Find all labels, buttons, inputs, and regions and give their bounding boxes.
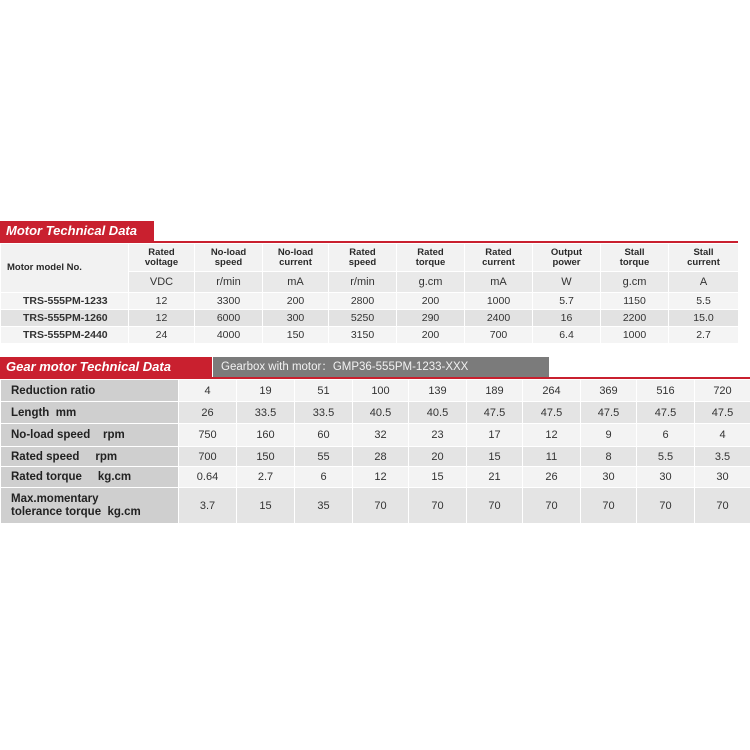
gearbox-model-label: Gearbox with motor：GMP36-555PM-1233-XXX xyxy=(213,357,549,377)
gear-value-cell: 369 xyxy=(581,380,637,402)
gear-value-cell: 70 xyxy=(695,488,750,524)
gear-spec-row xyxy=(1,402,750,424)
column-header-line1: Rated xyxy=(485,246,512,258)
motor-value-cell: 3150 xyxy=(329,327,397,344)
gear-data-table xyxy=(0,379,750,524)
gear-spec-label: Rated torque kg.cm xyxy=(1,467,179,488)
gear-value-cell: 70 xyxy=(581,488,637,524)
gear-value-cell: 5.5 xyxy=(637,447,695,467)
gear-value-cell: 15 xyxy=(237,488,295,524)
gear-value-cell: 47.5 xyxy=(695,402,750,424)
motor-value-cell: 5250 xyxy=(329,310,397,327)
column-header-line1: Stall xyxy=(693,246,714,258)
gear-spec-label: Max.momentary tolerance torque kg.cm xyxy=(1,488,179,524)
gear-value-cell: 47.5 xyxy=(581,402,637,424)
gear-value-cell: 51 xyxy=(295,380,353,402)
motor-column-header xyxy=(263,244,329,272)
gear-value-cell: 21 xyxy=(467,467,523,488)
motor-value-cell: 1150 xyxy=(601,293,669,310)
gear-value-cell: 2.7 xyxy=(237,467,295,488)
gear-value-cell: 6 xyxy=(295,467,353,488)
gear-value-cell: 6 xyxy=(637,424,695,447)
gear-value-cell: 8 xyxy=(581,447,637,467)
motor-value-cell: 700 xyxy=(465,327,533,344)
motor-value-cell: 16 xyxy=(533,310,601,327)
gear-value-cell: 26 xyxy=(523,467,581,488)
gear-value-cell: 0.64 xyxy=(179,467,237,488)
motor-value-cell: 200 xyxy=(397,327,465,344)
motor-unit-cell: mA xyxy=(465,272,533,293)
gear-value-cell: 15 xyxy=(409,467,467,488)
gear-value-cell: 720 xyxy=(695,380,750,402)
column-header-line2: current xyxy=(279,256,312,268)
motor-value-cell: 2400 xyxy=(465,310,533,327)
gear-value-cell: 3.7 xyxy=(179,488,237,524)
gear-value-cell: 189 xyxy=(467,380,523,402)
motor-value-cell: 200 xyxy=(397,293,465,310)
motor-model-header: Motor model No. xyxy=(1,244,129,293)
gear-value-cell: 15 xyxy=(467,447,523,467)
gear-spec-label: Rated speed rpm xyxy=(1,447,179,467)
gear-value-cell: 160 xyxy=(237,424,295,447)
gear-value-cell: 35 xyxy=(295,488,353,524)
gear-spec-label: Reduction ratio xyxy=(1,380,179,402)
motor-model-row xyxy=(1,310,739,327)
gear-value-cell: 17 xyxy=(467,424,523,447)
gear-spec-row xyxy=(1,488,750,524)
motor-value-cell: 2800 xyxy=(329,293,397,310)
column-header-line2: voltage xyxy=(144,256,179,268)
gear-value-cell: 55 xyxy=(295,447,353,467)
motor-value-cell: 2.7 xyxy=(669,327,739,344)
gear-value-cell: 23 xyxy=(409,424,467,447)
motor-header-row xyxy=(1,244,739,272)
gear-value-cell: 70 xyxy=(637,488,695,524)
gear-spec-row xyxy=(1,467,750,488)
motor-value-cell: 3300 xyxy=(195,293,263,310)
gear-value-cell: 40.5 xyxy=(353,402,409,424)
motor-value-cell: 15.0 xyxy=(669,310,739,327)
gear-value-cell: 12 xyxy=(523,424,581,447)
gear-value-cell: 47.5 xyxy=(523,402,581,424)
gear-value-cell: 12 xyxy=(353,467,409,488)
motor-column-header xyxy=(129,244,195,272)
gear-value-cell: 70 xyxy=(467,488,523,524)
gear-value-cell: 33.5 xyxy=(295,402,353,424)
gear-motor-technical-data-section xyxy=(0,357,750,518)
gear-value-cell: 70 xyxy=(409,488,467,524)
gear-value-cell: 100 xyxy=(353,380,409,402)
motor-model-row xyxy=(1,293,739,310)
motor-model-name: TRS-555PM-2440 xyxy=(1,327,129,344)
motor-unit-cell: g.cm xyxy=(397,272,465,293)
column-header-line2: speed xyxy=(348,256,377,268)
motor-value-cell: 1000 xyxy=(465,293,533,310)
gear-value-cell: 33.5 xyxy=(237,402,295,424)
gear-spec-row xyxy=(1,447,750,467)
motor-column-header xyxy=(465,244,533,272)
motor-value-cell: 6.4 xyxy=(533,327,601,344)
gear-value-cell: 150 xyxy=(237,447,295,467)
column-header-line2: torque xyxy=(619,256,650,268)
gear-value-cell: 30 xyxy=(637,467,695,488)
column-header-line2: current xyxy=(482,256,515,268)
motor-data-table xyxy=(0,243,739,344)
gear-value-cell: 700 xyxy=(179,447,237,467)
gear-value-cell: 19 xyxy=(237,380,295,402)
gear-spec-label: Length mm xyxy=(1,402,179,424)
motor-unit-cell: mA xyxy=(263,272,329,293)
gear-value-cell: 4 xyxy=(179,380,237,402)
gear-value-cell: 60 xyxy=(295,424,353,447)
column-header-line1: No-load xyxy=(277,246,314,258)
gear-value-cell: 26 xyxy=(179,402,237,424)
motor-value-cell: 24 xyxy=(129,327,195,344)
column-header-line1: Stall xyxy=(624,246,645,258)
gear-value-cell: 30 xyxy=(695,467,750,488)
column-header-line2: power xyxy=(552,256,581,268)
motor-model-name: TRS-555PM-1233 xyxy=(1,293,129,310)
gear-value-cell: 9 xyxy=(581,424,637,447)
gear-value-cell: 4 xyxy=(695,424,750,447)
motor-value-cell: 200 xyxy=(263,293,329,310)
motor-value-cell: 150 xyxy=(263,327,329,344)
gear-value-cell: 30 xyxy=(581,467,637,488)
gear-value-cell: 516 xyxy=(637,380,695,402)
gear-spec-label: No-load speed rpm xyxy=(1,424,179,447)
motor-model-row xyxy=(1,327,739,344)
column-header-line1: Output xyxy=(550,246,583,258)
gear-value-cell: 750 xyxy=(179,424,237,447)
column-header-line1: No-load xyxy=(210,246,247,258)
motor-section-title: Motor Technical Data xyxy=(0,221,154,241)
column-header-line2: torque xyxy=(415,256,446,268)
motor-value-cell: 12 xyxy=(129,310,195,327)
gear-value-cell: 3.5 xyxy=(695,447,750,467)
motor-unit-cell: W xyxy=(533,272,601,293)
motor-value-cell: 4000 xyxy=(195,327,263,344)
motor-column-header xyxy=(533,244,601,272)
column-header-line2: speed xyxy=(214,256,243,268)
motor-value-cell: 12 xyxy=(129,293,195,310)
motor-column-header xyxy=(329,244,397,272)
gear-value-cell: 47.5 xyxy=(467,402,523,424)
gear-value-cell: 139 xyxy=(409,380,467,402)
motor-value-cell: 2200 xyxy=(601,310,669,327)
motor-value-cell: 5.5 xyxy=(669,293,739,310)
gear-section-title: Gear motor Technical Data xyxy=(0,357,212,377)
motor-value-cell: 5.7 xyxy=(533,293,601,310)
gear-spec-row xyxy=(1,380,750,402)
gear-value-cell: 20 xyxy=(409,447,467,467)
gear-value-cell: 11 xyxy=(523,447,581,467)
motor-value-cell: 6000 xyxy=(195,310,263,327)
motor-column-header xyxy=(195,244,263,272)
motor-unit-cell: VDC xyxy=(129,272,195,293)
column-header-line1: Rated xyxy=(349,246,376,258)
gear-value-cell: 40.5 xyxy=(409,402,467,424)
gear-value-cell: 70 xyxy=(353,488,409,524)
motor-column-header xyxy=(601,244,669,272)
gear-spec-row xyxy=(1,424,750,447)
motor-column-header xyxy=(397,244,465,272)
motor-value-cell: 300 xyxy=(263,310,329,327)
motor-unit-cell: r/min xyxy=(329,272,397,293)
motor-unit-cell: A xyxy=(669,272,739,293)
motor-value-cell: 1000 xyxy=(601,327,669,344)
gear-value-cell: 47.5 xyxy=(637,402,695,424)
column-header-line1: Rated xyxy=(417,246,444,258)
gear-value-cell: 70 xyxy=(523,488,581,524)
column-header-line2: current xyxy=(687,256,720,268)
motor-unit-cell: g.cm xyxy=(601,272,669,293)
motor-unit-cell: r/min xyxy=(195,272,263,293)
column-header-line1: Rated xyxy=(148,246,175,258)
motor-technical-data-section xyxy=(0,221,750,341)
gear-value-cell: 28 xyxy=(353,447,409,467)
gear-value-cell: 32 xyxy=(353,424,409,447)
motor-column-header xyxy=(669,244,739,272)
motor-value-cell: 290 xyxy=(397,310,465,327)
gear-value-cell: 264 xyxy=(523,380,581,402)
motor-model-name: TRS-555PM-1260 xyxy=(1,310,129,327)
